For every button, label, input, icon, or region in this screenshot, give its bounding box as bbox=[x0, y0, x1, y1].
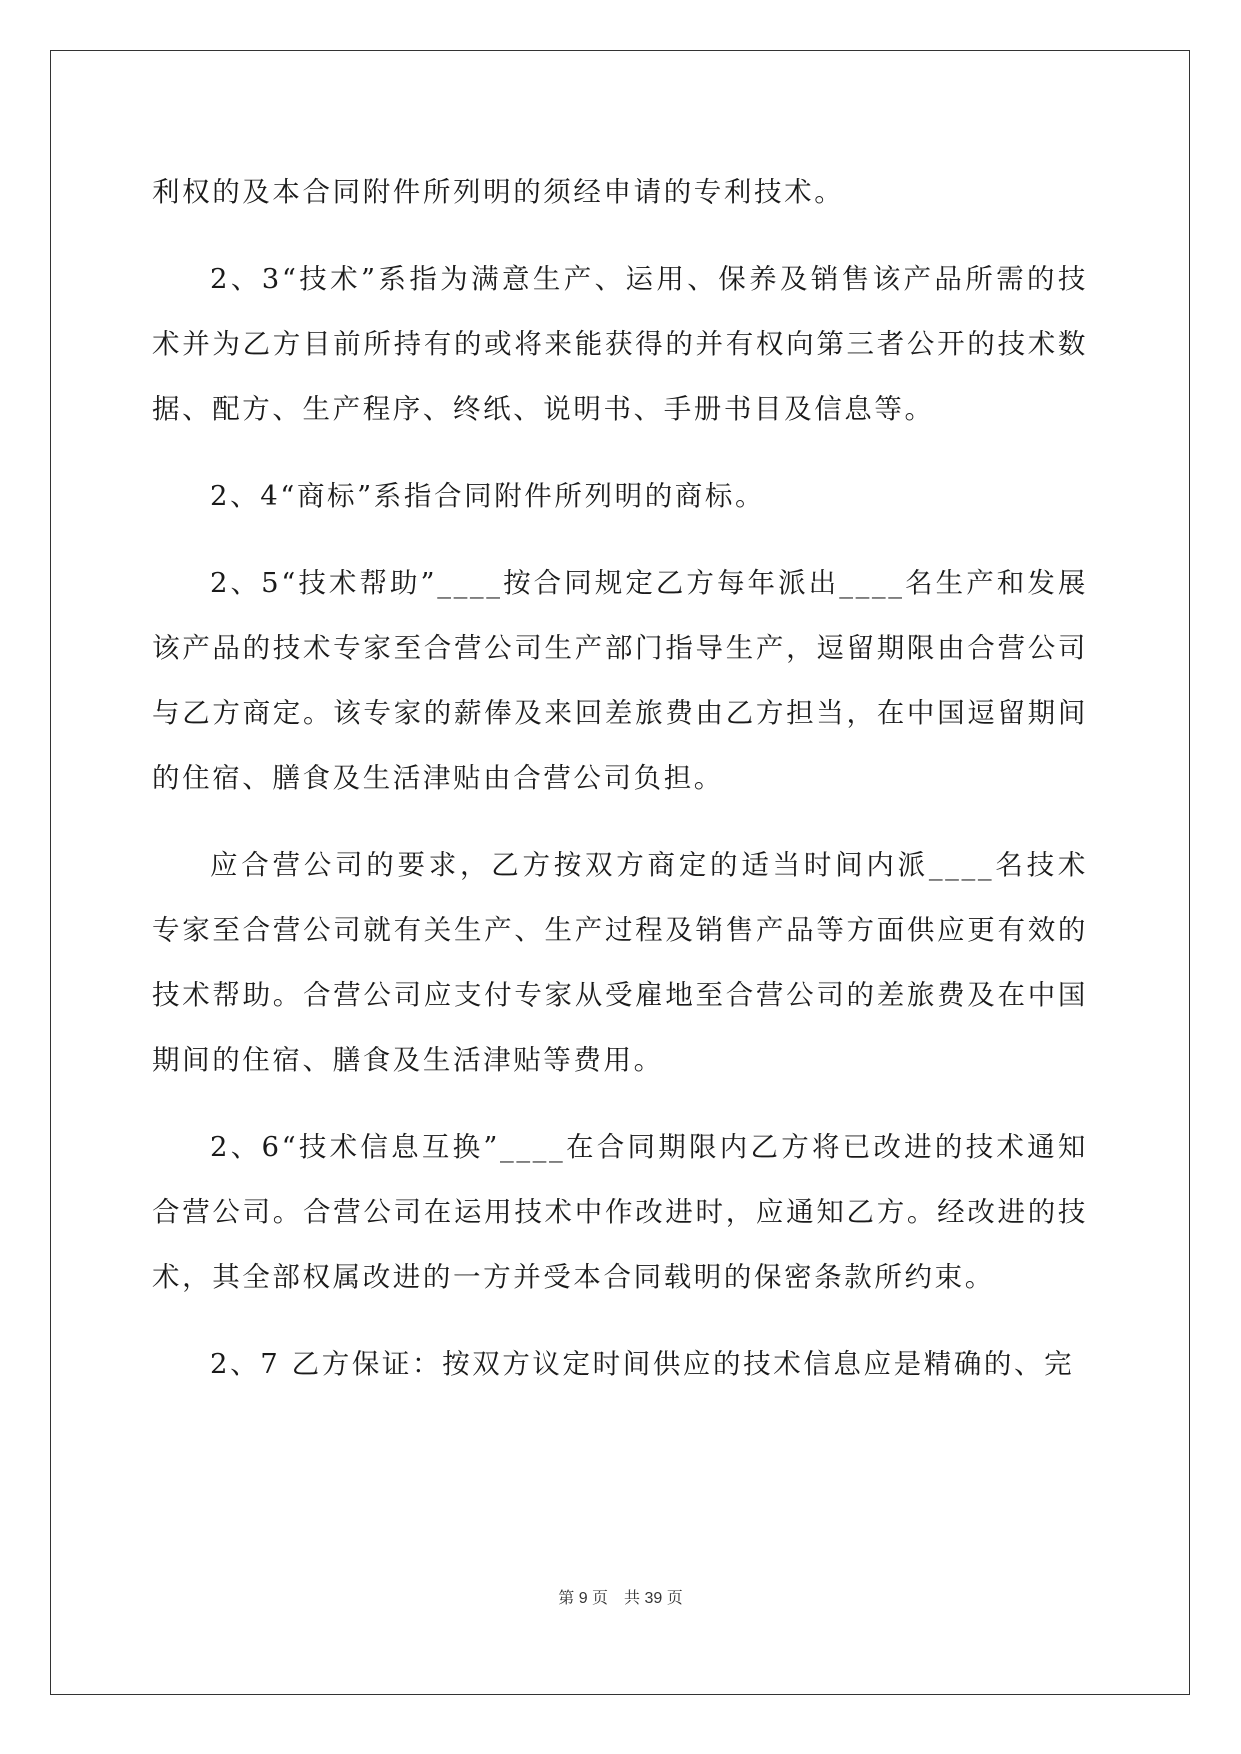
text-line: 专家至合营公司就有关生产、生产过程及销售产品等方面供应更有效 bbox=[152, 914, 1058, 946]
document-body bbox=[152, 160, 1088, 1397]
paragraph-clause-2-7 bbox=[152, 1332, 1088, 1397]
text-line: 2、7 乙方保证：按双方议定时间供应的技术信息应是精确的、完 bbox=[210, 1348, 1075, 1380]
text-line: 中国期间的住宿、膳食及生活津贴等费用。 bbox=[152, 979, 1088, 1076]
text-line: 公司与乙方商定。该专家的薪俸及来回差旅费由乙方担当，在中国逗 bbox=[152, 632, 1088, 729]
text-line: 2、4“商标”系指合同附件所列明的商标。 bbox=[210, 480, 766, 512]
paragraph-continuation bbox=[152, 160, 1088, 225]
paragraph-clause-2-5 bbox=[152, 551, 1088, 811]
paragraph-clause-2-6 bbox=[152, 1115, 1088, 1310]
text-line: 的技术，其全部权属改进的一方并受本合同载明的保密条款所约束。 bbox=[152, 1196, 1088, 1293]
text-line: 留期间的住宿、膳食及生活津贴由合营公司负担。 bbox=[152, 697, 1088, 794]
paragraph-clause-2-3 bbox=[152, 247, 1088, 442]
text-line: 2、6“技术信息互换”____在合同期限内乙方将已改进的技术通 bbox=[210, 1131, 1058, 1163]
text-line: 利权的及本合同附件所列明的须经申请的专利技术。 bbox=[152, 176, 845, 208]
text-line: 术数据、配方、生产程序、终纸、说明书、手册书目及信息等。 bbox=[152, 328, 1088, 425]
text-line: 应合营公司的要求，乙方按双方商定的适当时间内派____名技术 bbox=[210, 849, 1088, 881]
text-line: 的技术帮助。合营公司应支付专家从受雇地至合营公司的差旅费及在 bbox=[152, 914, 1088, 1011]
text-line: 技术并为乙方目前所持有的或将来能获得的并有权向第三者公开的技 bbox=[152, 263, 1088, 360]
paragraph-technical-experts bbox=[152, 833, 1088, 1093]
text-line: 2、5“技术帮助”____按合同规定乙方每年派出____名生产和发 bbox=[210, 567, 1058, 599]
page-number: 第 9 页 共 39 页 bbox=[558, 1590, 683, 1607]
text-line: 展该产品的技术专家至合营公司生产部门指导生产，逗留期限由合营 bbox=[152, 567, 1088, 664]
paragraph-clause-2-4 bbox=[152, 464, 1088, 529]
text-line: 2、3“技术”系指为满意生产、运用、保养及销售该产品所需的 bbox=[210, 263, 1058, 295]
text-line: 知合营公司。合营公司在运用技术中作改进时，应通知乙方。经改进 bbox=[152, 1131, 1088, 1228]
